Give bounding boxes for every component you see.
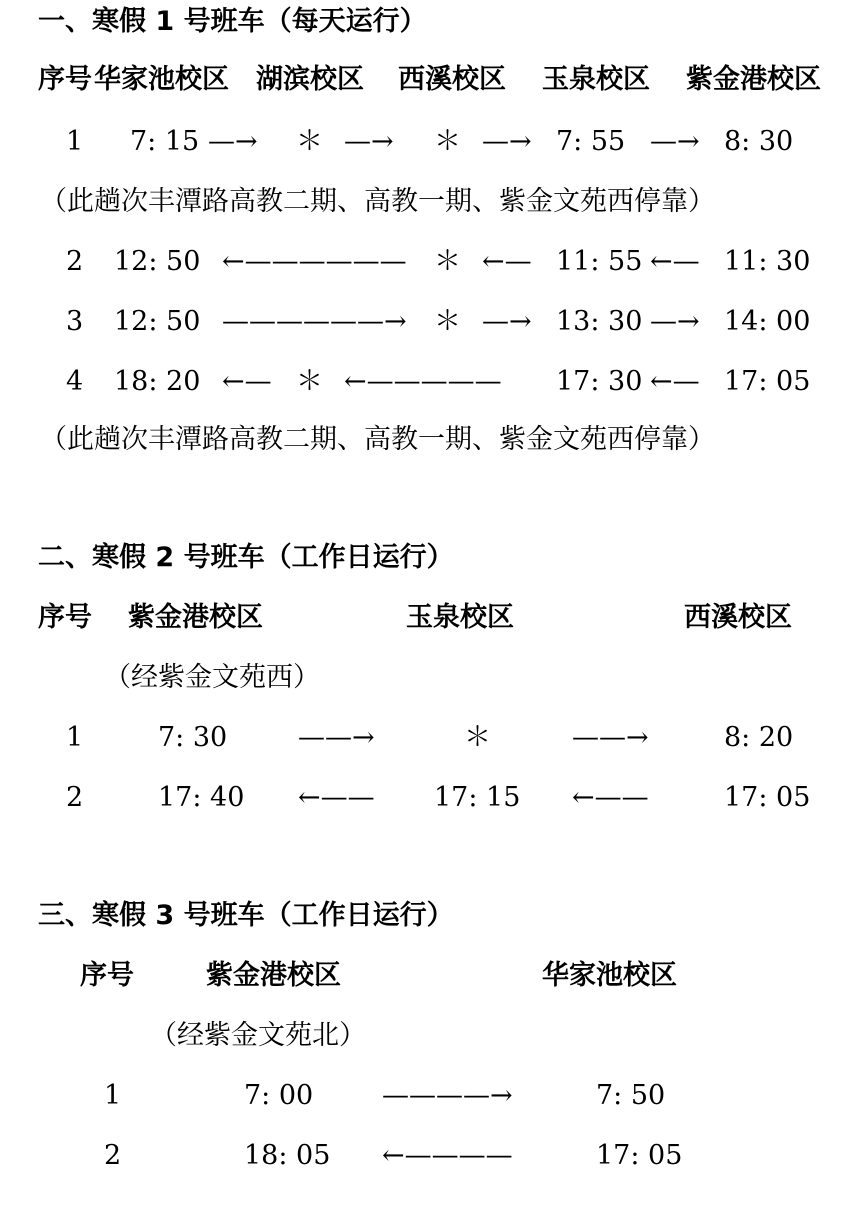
s1-row4-a2: ←————— xyxy=(344,366,502,397)
s1-header-no: 序号 xyxy=(38,64,92,95)
s2-sub: （经紫金文苑西） xyxy=(104,662,320,693)
s1-row2-no: 2 xyxy=(66,246,84,277)
s3-row2-c2: 17: 05 xyxy=(596,1140,683,1171)
s2-row1-no: 1 xyxy=(66,722,84,753)
s1-row1-no: 1 xyxy=(66,126,84,157)
s2-header-zijingang: 紫金港校区 xyxy=(128,602,263,633)
s2-header-yuquan: 玉泉校区 xyxy=(406,602,514,633)
s1-header-huajiachi: 华家池校区 xyxy=(94,64,229,95)
s1-row4-no: 4 xyxy=(66,366,84,397)
s3-row2-c1: 18: 05 xyxy=(244,1140,331,1171)
s2-row2-c2: 17: 15 xyxy=(434,782,521,813)
s2-row2-c3: 17: 05 xyxy=(724,782,811,813)
s3-header-zijingang: 紫金港校区 xyxy=(206,960,341,991)
s1-row3-no: 3 xyxy=(66,306,84,337)
s1-header-xixi: 西溪校区 xyxy=(398,64,506,95)
s1-header-zijingang: 紫金港校区 xyxy=(686,64,821,95)
s1-row3-c1: 12: 50 xyxy=(114,306,201,337)
s1-header-yuquan: 玉泉校区 xyxy=(542,64,650,95)
s1-row2-c3: ＊ xyxy=(434,246,461,277)
section3-title: 三、寒假 3 号班车（工作日运行） xyxy=(38,900,454,931)
s1-row4-a4: ←— xyxy=(650,366,700,397)
s1-row4-c1: 18: 20 xyxy=(114,366,201,397)
s1-row1-a4: —→ xyxy=(650,126,700,157)
s1-row2-a1: ←—————— xyxy=(222,246,407,277)
s3-row1-a1: ————→ xyxy=(382,1080,513,1111)
s3-sub: （经紫金文苑北） xyxy=(150,1020,366,1051)
s1-row4-a1: ←— xyxy=(222,366,272,397)
s1-row2-c5: 11: 30 xyxy=(724,246,811,277)
s3-row1-c1: 7: 00 xyxy=(244,1080,314,1111)
s1-row2-c4: 11: 55 xyxy=(556,246,643,277)
s3-row1-c2: 7: 50 xyxy=(596,1080,666,1111)
s1-row1-a2: —→ xyxy=(344,126,394,157)
s2-row1-c1: 7: 30 xyxy=(158,722,228,753)
s1-row1-a1: —→ xyxy=(208,126,258,157)
section2-title: 二、寒假 2 号班车（工作日运行） xyxy=(38,542,454,573)
s3-row2-a1: ←———— xyxy=(382,1140,513,1171)
s2-row1-c3: 8: 20 xyxy=(724,722,794,753)
s2-header-xixi: 西溪校区 xyxy=(684,602,792,633)
s2-header-no: 序号 xyxy=(38,602,92,633)
section1-title: 一、寒假 1 号班车（每天运行） xyxy=(38,6,427,37)
s3-row2-no: 2 xyxy=(104,1140,122,1171)
s1-row3-a3: —→ xyxy=(482,306,532,337)
s1-row2-a3: ←— xyxy=(482,246,532,277)
s3-header-huajiachi: 华家池校区 xyxy=(542,960,677,991)
s1-row3-a4: —→ xyxy=(650,306,700,337)
s1-row1-c3: ＊ xyxy=(434,126,461,157)
s1-row3-c5: 14: 00 xyxy=(724,306,811,337)
s1-row3-a1: ——————→ xyxy=(222,306,407,337)
s1-row2-c1: 12: 50 xyxy=(114,246,201,277)
s1-note-1: （此趟次丰潭路高教二期、高教一期、紫金文苑西停靠） xyxy=(40,186,715,217)
s1-row2-a4: ←— xyxy=(650,246,700,277)
s1-header-hubin: 湖滨校区 xyxy=(256,64,364,95)
s1-row1-c4: 7: 55 xyxy=(556,126,626,157)
s1-row4-c2: ＊ xyxy=(296,366,323,397)
s2-row2-no: 2 xyxy=(66,782,84,813)
s2-row1-c2: ＊ xyxy=(464,722,491,753)
s2-row2-a1: ←—— xyxy=(298,782,375,813)
s2-row2-c1: 17: 40 xyxy=(158,782,245,813)
s1-note-2: （此趟次丰潭路高教二期、高教一期、紫金文苑西停靠） xyxy=(40,424,715,455)
s2-row1-a2: ——→ xyxy=(572,722,649,753)
s1-row4-c4: 17: 30 xyxy=(556,366,643,397)
s1-row1-c1: 7: 15 xyxy=(130,126,200,157)
s2-row2-a2: ←—— xyxy=(572,782,649,813)
s1-row3-c4: 13: 30 xyxy=(556,306,643,337)
s1-row1-c2: ＊ xyxy=(296,126,323,157)
s3-row1-no: 1 xyxy=(104,1080,122,1111)
s1-row1-c5: 8: 30 xyxy=(724,126,794,157)
s1-row1-a3: —→ xyxy=(482,126,532,157)
s3-header-no: 序号 xyxy=(80,960,134,991)
s1-row3-c3: ＊ xyxy=(434,306,461,337)
s1-row4-c5: 17: 05 xyxy=(724,366,811,397)
s2-row1-a1: ——→ xyxy=(298,722,375,753)
